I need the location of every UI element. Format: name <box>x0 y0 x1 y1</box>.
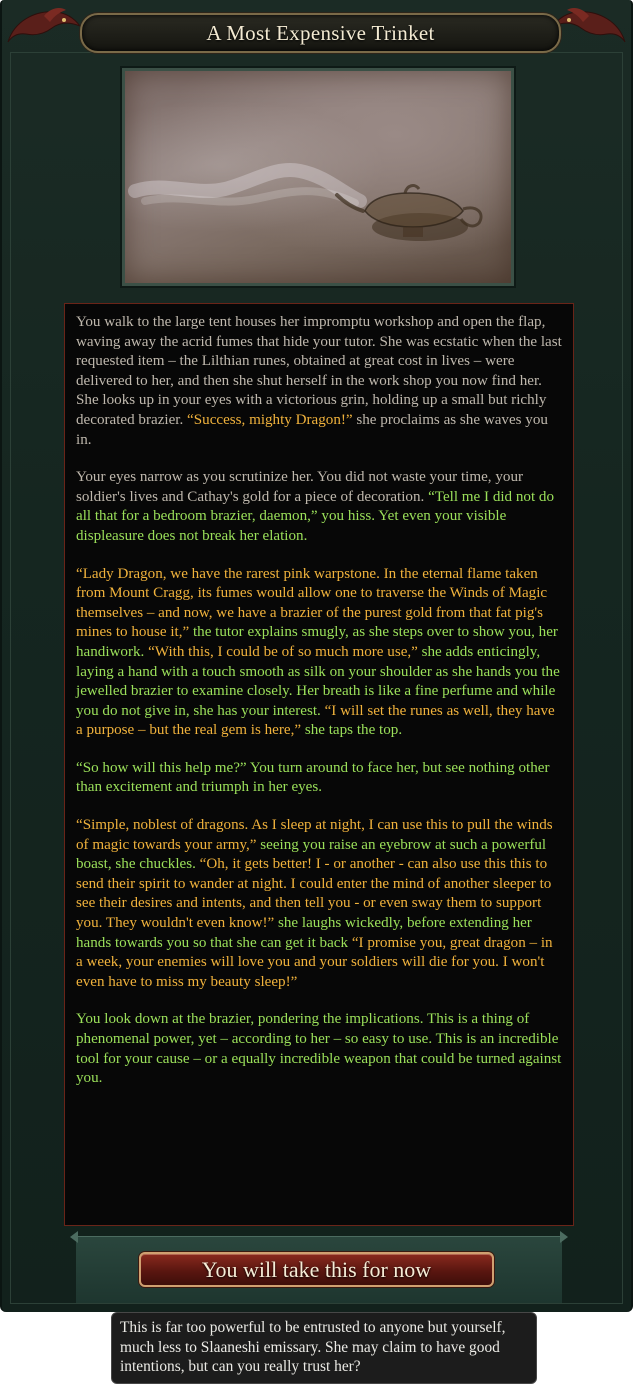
action-text: she taps the top. <box>304 722 403 739</box>
dragon-ornament-icon <box>4 2 84 52</box>
story-paragraph <box>76 468 563 546</box>
dialogue-text: “I will set the runes as well, they have a purpose – but the real gem is here,” <box>76 702 555 739</box>
narration-text: You walk to the large tent houses her impromptu workshop and open the flap, waving away the acrid fumes that hide your tutor. She was ecstatic when the last requested item – the Lilthian runes, obtained at great cost in lives – were delivered to her, and then she shut herself in the work shop you now find her. She looks up in your eyes with a victorious grin, holding up a small but richly decorated brazier. <box>76 314 562 428</box>
action-text: “So how will this help me?” You turn around to face her, but see nothing other than excitement and triumph in her eyes. <box>76 759 550 796</box>
dialogue-text: “Lady Dragon, we have the rarest pink warpstone. In the eternal flame taken from Mount Cragg, its fumes would allow one to traverse the Winds of Magic themselves – and now, we have a brazier of the purest gold from that fat pig's mines to house it,” <box>76 565 548 641</box>
strip-right-arrow-icon <box>560 1231 568 1243</box>
action-text: she adds enticingly, laying a hand with a touch smooth as silk on your shoulder as she hands you the jewelled brazier to examine closely. Her breath is like a fine perfume and while you do not give in, she has your interest. <box>76 643 560 719</box>
dialogue-text: “I promise you, great dragon – in a week, your enemies will love you and your soldiers will die for you. I won't even have to miss my beauty sleep!” <box>76 934 553 990</box>
story-paragraph <box>76 816 563 992</box>
story-paragraph <box>76 565 563 741</box>
strip-left-arrow-icon <box>70 1231 78 1243</box>
narration-text: Your eyes narrow as you scrutinize her. You did not waste your time, your soldier's lives and Cathay's gold for a piece of decoration. <box>76 469 524 505</box>
action-text: seeing you raise an eyebrow at such a powerful boast, she chuckles. <box>76 836 547 873</box>
take-brazier-choice-button[interactable]: You will take this for now <box>139 1252 494 1287</box>
dialogue-text: “Oh, it gets better! I - or another - can also use this this to send their spirit to wander at night. I could enter the mind of another sleeper to see their desires and intents, and then tell you - or even sway them to support you. They wouldn't even know!” <box>76 856 552 932</box>
story-text-panel <box>64 303 574 1226</box>
action-text: “Tell me I did not do all that for a bedroom brazier, daemon,” you hiss. Yet even your visible displeasure does not break her elation. <box>76 488 555 544</box>
story-paragraph <box>76 759 563 798</box>
action-text: the tutor explains smugly, as she steps over to show you, her handiwork. <box>76 624 558 660</box>
action-text: You look down at the brazier, pondering the implications. This is a thing of phenomenal power, yet – according to her – so easy to use. This is an incredible tool for your cause – or a equally incredible weapon that could be turned against you. <box>76 1011 562 1087</box>
choice-tooltip: This is far too powerful to be entrusted to anyone but yourself, much less to Slaaneshi emissary. She may claim to have good intentions, but can you really trust her? <box>111 1312 537 1384</box>
narration-text: she proclaims as she waves you in. <box>76 411 548 448</box>
magic-lamp-brazier-icon <box>125 71 511 283</box>
event-title: A Most Expensive Trinket <box>206 20 435 45</box>
action-text: she laughs wickedly, before extending her hands towards you so that she can get it back <box>76 915 532 951</box>
dialogue-text: “With this, I could be of so much more use,” <box>148 643 422 660</box>
story-paragraph <box>76 313 563 450</box>
event-illustration <box>122 68 514 286</box>
dragon-ornament-icon <box>549 2 629 52</box>
dialogue-text: “Simple, noblest of dragons. As I sleep at night, I can use this to pull the winds of magic towards your army,” <box>76 817 553 853</box>
story-paragraph <box>76 1010 563 1088</box>
title-bar <box>80 13 561 53</box>
dialogue-text: “Success, mighty Dragon!” <box>187 411 357 428</box>
